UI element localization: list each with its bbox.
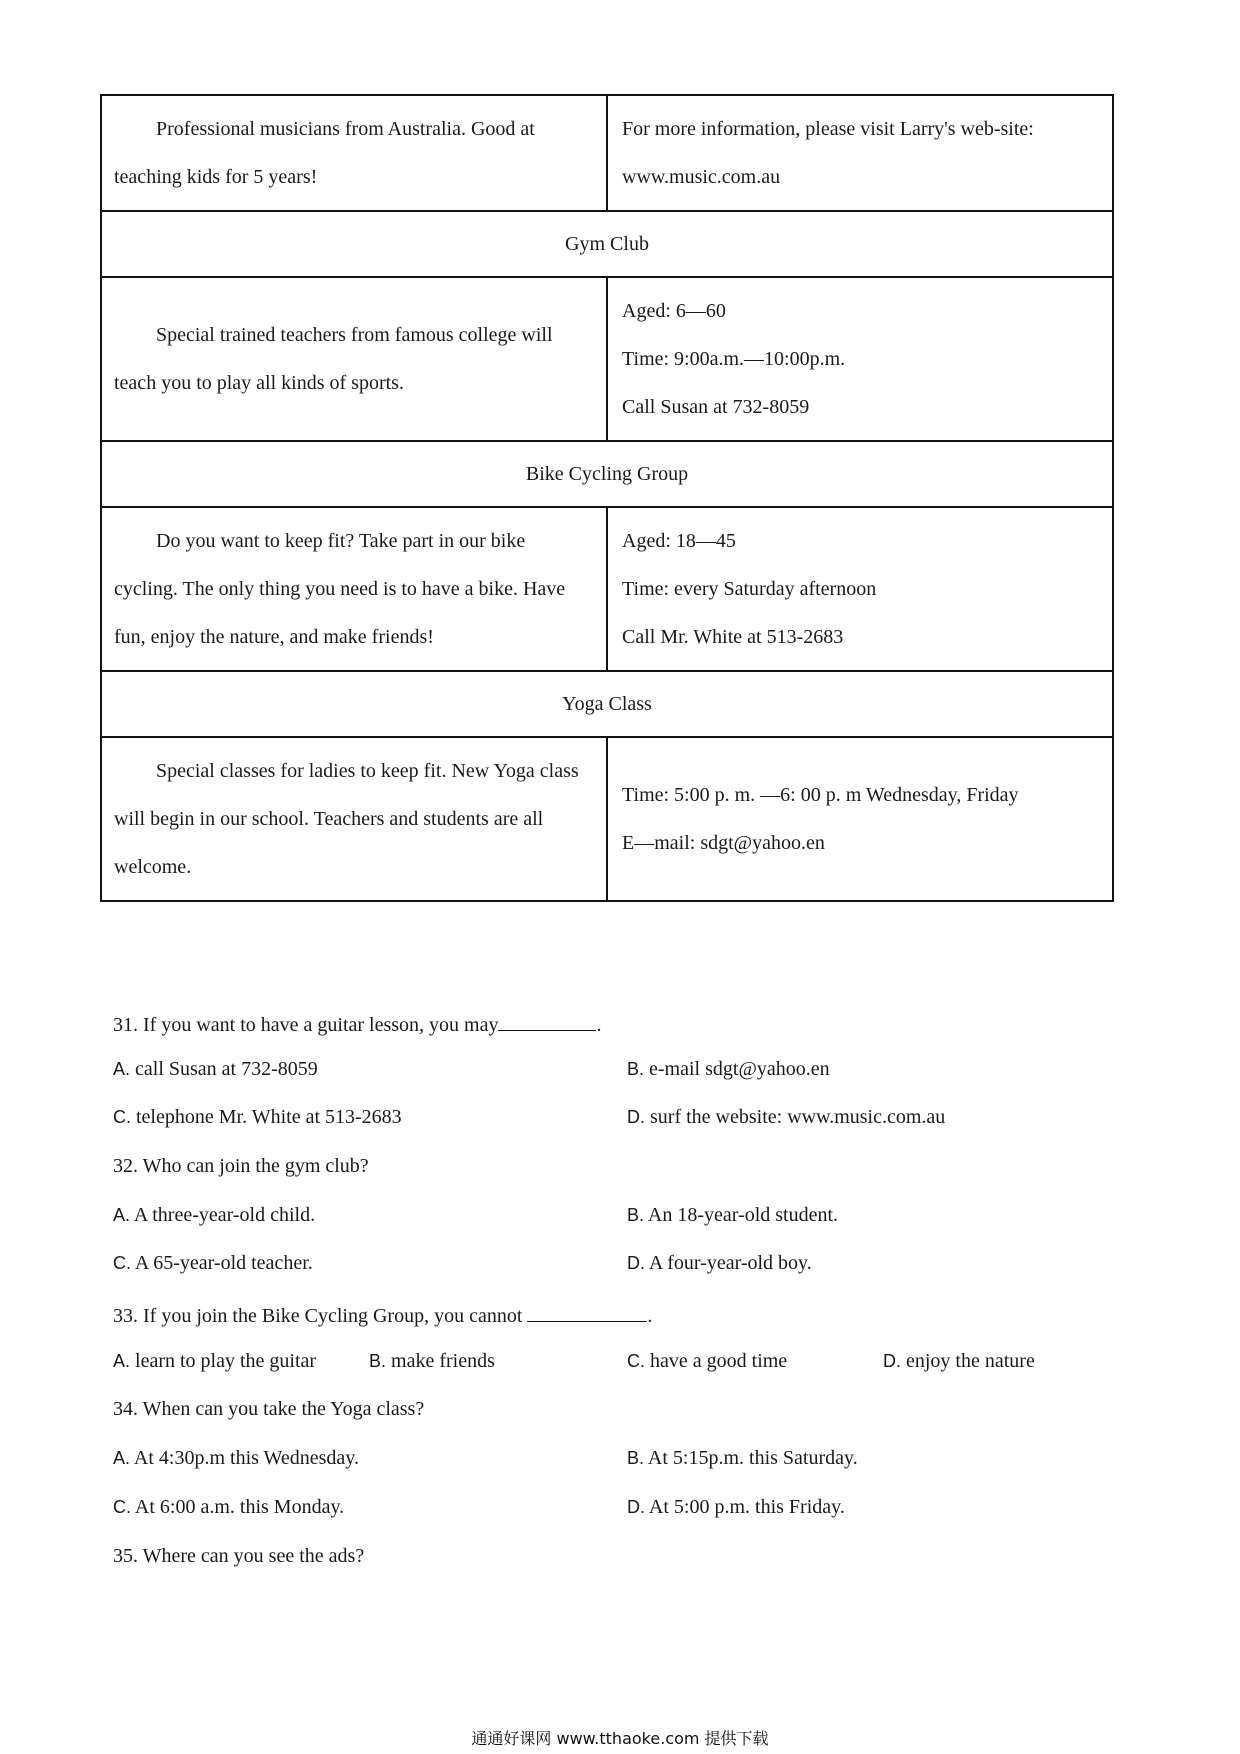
option-33-c: C. have a good time [627,1350,788,1372]
ads-table [100,94,1114,902]
option-31-b: B. e-mail sdgt@yahoo.en [627,1058,830,1080]
ad-info [607,507,1113,671]
option-33-d: D. enjoy the nature [883,1350,1035,1372]
ad-title-row [101,211,1113,277]
ad-title-row [101,671,1113,737]
info-line: Call Mr. White at 513-2683 [622,626,844,648]
option-31-a: A. call Susan at 732-8059 [113,1058,318,1080]
option-31-d: D. surf the website: www.music.com.au [627,1106,946,1128]
option-32-a: A. A three-year-old child. [113,1204,316,1226]
ad-description: Do you want to keep fit? Take part in our bike cycling. The only thing you need is to have a bike. Have fun, enjoy the nature, and make friends! [101,507,607,671]
info-line: Time: 9:00a.m.—10:00p.m. [622,348,846,370]
ad-description: Professional musicians from Australia. Good at teaching kids for 5 years! [101,95,607,211]
option-32-c: C. A 65-year-old teacher. [113,1252,313,1274]
ad-row-yoga [101,737,1113,901]
ad-info [607,277,1113,441]
info-line: Time: 5:00 p. m. —6: 00 p. m Wednesday, Friday [622,784,1019,806]
option-33-b: B. make friends [369,1350,495,1372]
question-34: 34. When can you take the Yoga class? [113,1398,425,1420]
ad-title-bike-cycling: Bike Cycling Group [101,441,1113,507]
ad-description: Special classes for ladies to keep fit. New Yoga class will begin in our school. Teachers and students are all welcome. [101,737,607,901]
option-33-a: A. learn to play the guitar [113,1350,317,1372]
info-line: Call Susan at 732-8059 [622,396,810,418]
option-34-c: C. At 6:00 a.m. this Monday. [113,1496,345,1518]
answer-blank [498,1010,596,1031]
ad-title-row [101,441,1113,507]
question-33: 33. If you join the Bike Cycling Group, you cannot . [113,1301,652,1328]
option-34-b: B. At 5:15p.m. this Saturday. [627,1447,858,1469]
question-32: 32. Who can join the gym club? [113,1155,369,1177]
ad-title-yoga: Yoga Class [101,671,1113,737]
ad-info [607,95,1113,211]
option-34-a: A. At 4:30p.m this Wednesday. [113,1447,359,1469]
ad-row-gym-club [101,277,1113,441]
info-line: For more information, please visit Larry's web-site: [622,118,1034,140]
ad-info [607,737,1113,901]
option-32-b: B. An 18-year-old student. [627,1204,839,1226]
question-31: 31. If you want to have a guitar lesson, you may . [113,1010,601,1037]
option-34-d: D. At 5:00 p.m. this Friday. [627,1496,845,1518]
option-32-d: D. A four-year-old boy. [627,1252,812,1274]
ad-description: Special trained teachers from famous college will teach you to play all kinds of sports. [101,277,607,441]
info-line: Aged: 18—45 [622,530,736,552]
info-line: Aged: 6—60 [622,300,726,322]
website-link: www.music.com.au [622,166,781,188]
ad-title-gym-club: Gym Club [101,211,1113,277]
ad-row-bike-cycling [101,507,1113,671]
page-footer: 通通好课网 www.tthaoke.com 提供下载 [471,1729,769,1748]
info-line: E—mail: sdgt@yahoo.en [622,832,825,854]
answer-blank [527,1301,647,1322]
option-31-c: C. telephone Mr. White at 513-2683 [113,1106,402,1128]
ad-row-music [101,95,1113,211]
question-35: 35. Where can you see the ads? [113,1545,365,1567]
info-line: Time: every Saturday afternoon [622,578,877,600]
